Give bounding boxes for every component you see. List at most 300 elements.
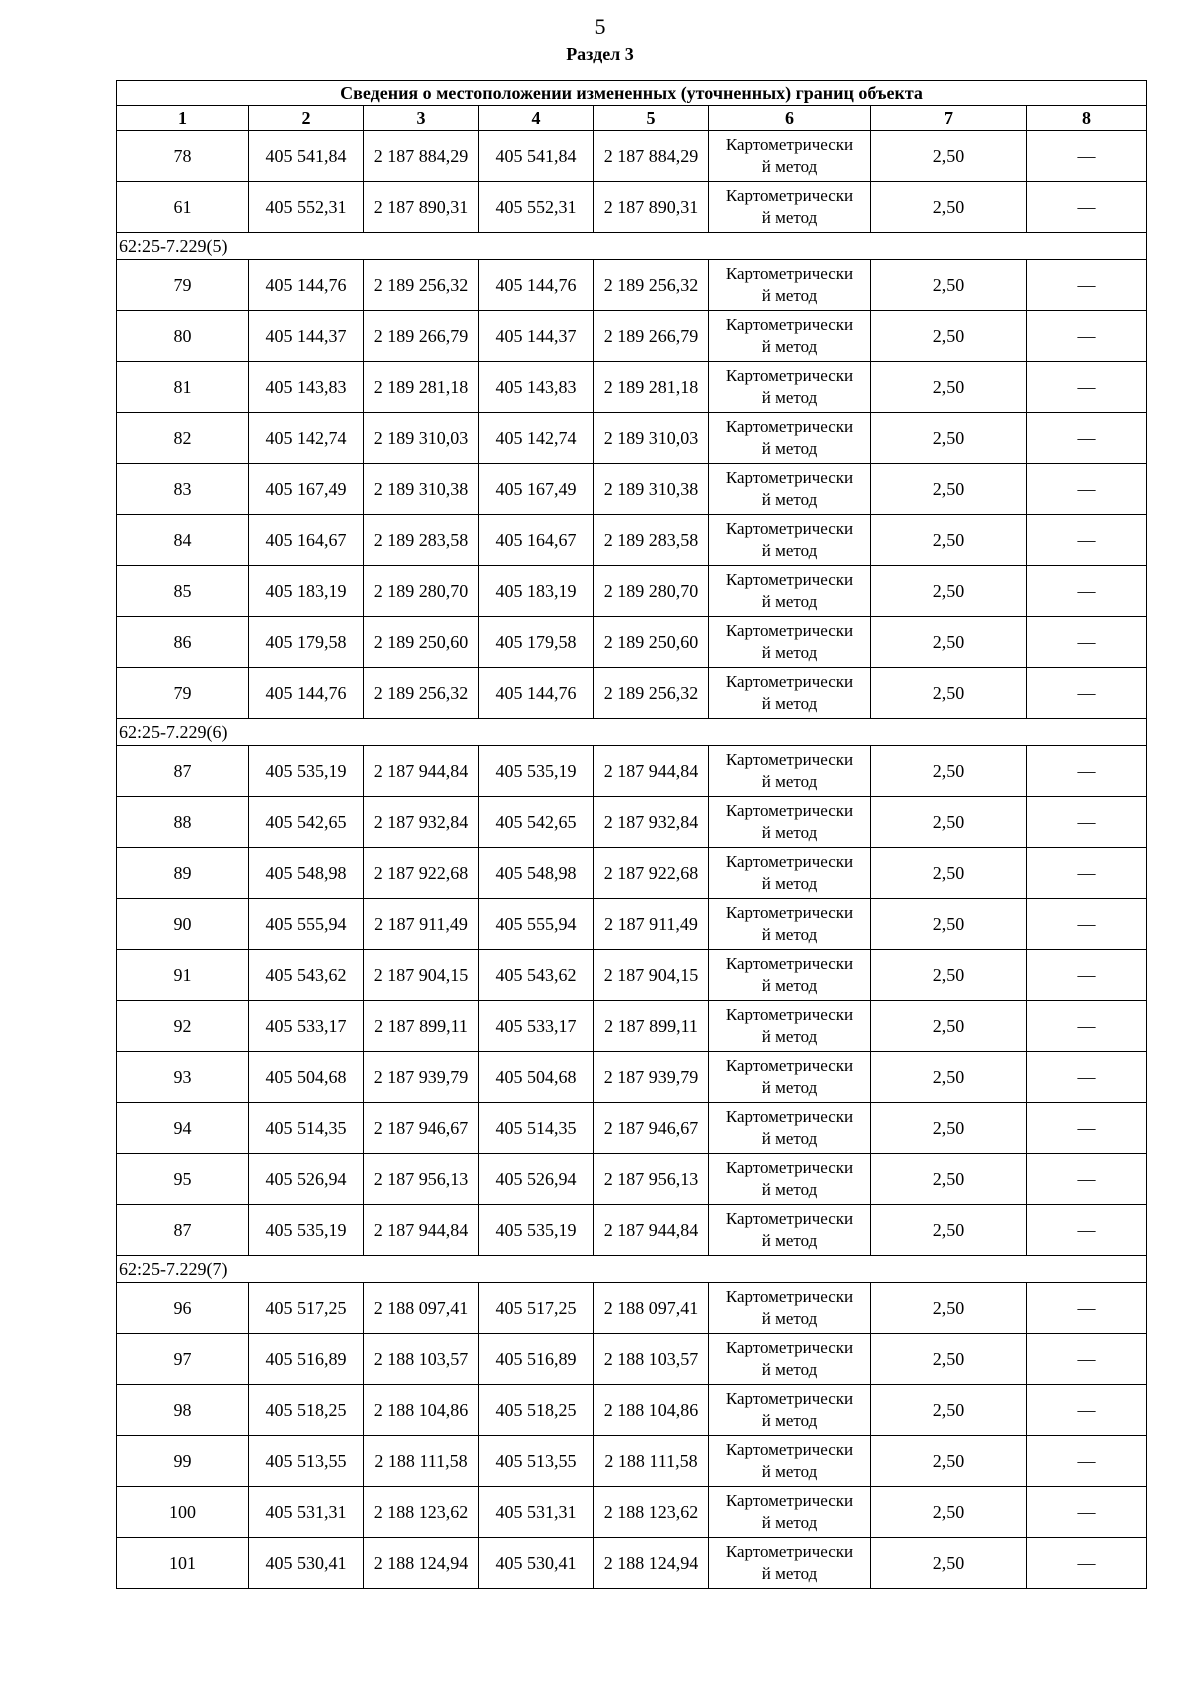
method-cell [709,260,871,311]
x-new-cell: 405 541,84 [479,131,594,182]
x-old-cell: 405 143,83 [249,362,364,413]
point-number-cell: 98 [117,1385,249,1436]
method-cell [709,797,871,848]
accuracy-cell: 2,50 [871,260,1027,311]
x-new-cell: 405 144,37 [479,311,594,362]
note-cell: — [1027,1538,1147,1589]
method-cell [709,1154,871,1205]
method-cell [709,1334,871,1385]
x-old-cell: 405 530,41 [249,1538,364,1589]
y-old-cell: 2 189 266,79 [364,311,479,362]
method-cell [709,950,871,1001]
point-number-cell: 97 [117,1334,249,1385]
point-number-cell: 94 [117,1103,249,1154]
x-new-cell: 405 143,83 [479,362,594,413]
table-row [117,950,1147,1001]
column-numbers-row [117,106,1147,131]
x-old-cell: 405 504,68 [249,1052,364,1103]
x-new-cell: 405 542,65 [479,797,594,848]
y-new-cell: 2 188 103,57 [594,1334,709,1385]
x-new-cell: 405 516,89 [479,1334,594,1385]
y-old-cell: 2 187 939,79 [364,1052,479,1103]
method-text-line: Картометрически [725,621,854,640]
y-new-cell: 2 189 283,58 [594,515,709,566]
y-new-cell: 2 187 922,68 [594,848,709,899]
note-cell: — [1027,1205,1147,1256]
method-cell [709,182,871,233]
y-old-cell: 2 187 911,49 [364,899,479,950]
y-new-cell: 2 188 097,41 [594,1283,709,1334]
method-text-line: й метод [761,1027,818,1046]
table-row [117,362,1147,413]
method-text-line: Картометрически [725,1209,854,1228]
x-new-cell: 405 543,62 [479,950,594,1001]
note-cell: — [1027,950,1147,1001]
table-caption: Сведения о местоположении измененных (уточненных) границ объекта [117,81,1147,106]
y-old-cell: 2 188 124,94 [364,1538,479,1589]
note-cell: — [1027,797,1147,848]
table-row [117,899,1147,950]
note-cell: — [1027,1334,1147,1385]
y-new-cell: 2 187 884,29 [594,131,709,182]
x-old-cell: 405 548,98 [249,848,364,899]
accuracy-cell: 2,50 [871,515,1027,566]
point-number-cell: 80 [117,311,249,362]
y-old-cell: 2 188 111,58 [364,1436,479,1487]
note-cell: — [1027,131,1147,182]
table-row [117,848,1147,899]
method-text-line: й метод [761,1564,818,1583]
point-number-cell: 90 [117,899,249,950]
group-header-row [117,1256,1147,1283]
method-text-line: Картометрически [725,954,854,973]
method-text-line: й метод [761,490,818,509]
y-old-cell: 2 189 256,32 [364,260,479,311]
accuracy-cell: 2,50 [871,182,1027,233]
x-old-cell: 405 541,84 [249,131,364,182]
table-row [117,311,1147,362]
y-old-cell: 2 187 946,67 [364,1103,479,1154]
method-text-line: Картометрически [725,1389,854,1408]
accuracy-cell: 2,50 [871,1283,1027,1334]
x-old-cell: 405 183,19 [249,566,364,617]
x-new-cell: 405 142,74 [479,413,594,464]
table-row [117,1154,1147,1205]
method-text-line: Картометрически [725,750,854,769]
column-number: 3 [364,106,479,131]
table-row [117,1205,1147,1256]
method-text-line: Картометрически [725,417,854,436]
group-label: 62:25-7.229(5) [117,233,1147,260]
y-old-cell: 2 187 932,84 [364,797,479,848]
method-cell [709,131,871,182]
x-new-cell: 405 514,35 [479,1103,594,1154]
method-cell [709,848,871,899]
accuracy-cell: 2,50 [871,848,1027,899]
column-number: 8 [1027,106,1147,131]
x-new-cell: 405 548,98 [479,848,594,899]
method-text-line: Картометрически [725,1338,854,1357]
method-text-line: Картометрически [725,801,854,820]
table-row [117,1538,1147,1589]
accuracy-cell: 2,50 [871,1052,1027,1103]
x-old-cell: 405 535,19 [249,746,364,797]
method-text-line: Картометрически [725,135,854,154]
y-old-cell: 2 187 884,29 [364,131,479,182]
point-number-cell: 91 [117,950,249,1001]
note-cell: — [1027,515,1147,566]
point-number-cell: 81 [117,362,249,413]
method-cell [709,311,871,362]
note-cell: — [1027,1283,1147,1334]
method-text-line: й метод [761,1309,818,1328]
note-cell: — [1027,668,1147,719]
x-old-cell: 405 555,94 [249,899,364,950]
x-new-cell: 405 535,19 [479,1205,594,1256]
point-number-cell: 95 [117,1154,249,1205]
x-old-cell: 405 518,25 [249,1385,364,1436]
accuracy-cell: 2,50 [871,1538,1027,1589]
x-new-cell: 405 144,76 [479,260,594,311]
y-new-cell: 2 188 104,86 [594,1385,709,1436]
method-text-line: й метод [761,541,818,560]
method-cell [709,515,871,566]
y-new-cell: 2 187 944,84 [594,1205,709,1256]
method-text-line: й метод [761,1462,818,1481]
method-text-line: й метод [761,772,818,791]
accuracy-cell: 2,50 [871,1154,1027,1205]
note-cell: — [1027,464,1147,515]
note-cell: — [1027,1001,1147,1052]
method-cell [709,464,871,515]
x-old-cell: 405 542,65 [249,797,364,848]
note-cell: — [1027,566,1147,617]
accuracy-cell: 2,50 [871,464,1027,515]
method-text-line: Картометрически [725,519,854,538]
method-text-line: й метод [761,1078,818,1097]
column-number: 5 [594,106,709,131]
note-cell: — [1027,899,1147,950]
table-caption-row [117,81,1147,106]
point-number-cell: 85 [117,566,249,617]
x-new-cell: 405 183,19 [479,566,594,617]
note-cell: — [1027,1436,1147,1487]
method-text-line: Картометрически [725,1107,854,1126]
accuracy-cell: 2,50 [871,617,1027,668]
note-cell: — [1027,311,1147,362]
method-text-line: Картометрически [725,1491,854,1510]
table-row [117,1487,1147,1538]
x-old-cell: 405 516,89 [249,1334,364,1385]
x-new-cell: 405 164,67 [479,515,594,566]
x-old-cell: 405 514,35 [249,1103,364,1154]
x-new-cell: 405 518,25 [479,1385,594,1436]
y-old-cell: 2 187 956,13 [364,1154,479,1205]
x-new-cell: 405 552,31 [479,182,594,233]
method-cell [709,1385,871,1436]
point-number-cell: 78 [117,131,249,182]
y-new-cell: 2 187 932,84 [594,797,709,848]
x-old-cell: 405 543,62 [249,950,364,1001]
method-text-line: й метод [761,823,818,842]
y-new-cell: 2 187 939,79 [594,1052,709,1103]
accuracy-cell: 2,50 [871,1487,1027,1538]
point-number-cell: 87 [117,1205,249,1256]
note-cell: — [1027,362,1147,413]
method-cell [709,746,871,797]
accuracy-cell: 2,50 [871,797,1027,848]
y-old-cell: 2 187 904,15 [364,950,479,1001]
method-text-line: й метод [761,1513,818,1532]
y-new-cell: 2 187 899,11 [594,1001,709,1052]
point-number-cell: 79 [117,668,249,719]
method-text-line: Картометрически [725,1056,854,1075]
x-old-cell: 405 167,49 [249,464,364,515]
x-old-cell: 405 144,37 [249,311,364,362]
accuracy-cell: 2,50 [871,1436,1027,1487]
method-text-line: Картометрически [725,903,854,922]
point-number-cell: 92 [117,1001,249,1052]
table-row [117,797,1147,848]
table-row [117,1001,1147,1052]
page-number: 5 [594,14,606,39]
method-cell [709,1538,871,1589]
y-new-cell: 2 189 250,60 [594,617,709,668]
method-text-line: й метод [761,286,818,305]
x-new-cell: 405 167,49 [479,464,594,515]
y-old-cell: 2 189 256,32 [364,668,479,719]
point-number-cell: 88 [117,797,249,848]
x-old-cell: 405 517,25 [249,1283,364,1334]
table-row [117,746,1147,797]
y-old-cell: 2 188 104,86 [364,1385,479,1436]
x-old-cell: 405 535,19 [249,1205,364,1256]
accuracy-cell: 2,50 [871,950,1027,1001]
x-new-cell: 405 530,41 [479,1538,594,1589]
x-old-cell: 405 144,76 [249,260,364,311]
table-row [117,464,1147,515]
column-number: 6 [709,106,871,131]
point-number-cell: 96 [117,1283,249,1334]
method-text-line: й метод [761,976,818,995]
table-row [117,668,1147,719]
table-row [117,1385,1147,1436]
note-cell: — [1027,413,1147,464]
y-old-cell: 2 189 310,38 [364,464,479,515]
group-label: 62:25-7.229(7) [117,1256,1147,1283]
x-new-cell: 405 531,31 [479,1487,594,1538]
method-cell [709,1052,871,1103]
y-old-cell: 2 189 310,03 [364,413,479,464]
method-text-line: й метод [761,643,818,662]
method-text-line: Картометрически [725,672,854,691]
table-row [117,617,1147,668]
accuracy-cell: 2,50 [871,1103,1027,1154]
x-new-cell: 405 535,19 [479,746,594,797]
y-new-cell: 2 189 310,38 [594,464,709,515]
column-number: 1 [117,106,249,131]
note-cell: — [1027,617,1147,668]
method-cell [709,899,871,950]
method-text-line: Картометрически [725,1005,854,1024]
y-new-cell: 2 189 266,79 [594,311,709,362]
note-cell: — [1027,182,1147,233]
method-cell [709,1103,871,1154]
accuracy-cell: 2,50 [871,1001,1027,1052]
accuracy-cell: 2,50 [871,1205,1027,1256]
method-text-line: й метод [761,874,818,893]
y-new-cell: 2 188 123,62 [594,1487,709,1538]
method-text-line: Картометрически [725,366,854,385]
accuracy-cell: 2,50 [871,413,1027,464]
y-new-cell: 2 187 956,13 [594,1154,709,1205]
method-text-line: й метод [761,157,818,176]
point-number-cell: 79 [117,260,249,311]
column-number: 7 [871,106,1027,131]
accuracy-cell: 2,50 [871,899,1027,950]
method-text-line: й метод [761,1360,818,1379]
accuracy-cell: 2,50 [871,131,1027,182]
y-old-cell: 2 189 281,18 [364,362,479,413]
accuracy-cell: 2,50 [871,1334,1027,1385]
x-old-cell: 405 531,31 [249,1487,364,1538]
method-text-line: Картометрически [725,852,854,871]
method-text-line: Картометрически [725,1158,854,1177]
method-text-line: Картометрически [725,315,854,334]
y-new-cell: 2 187 911,49 [594,899,709,950]
point-number-cell: 83 [117,464,249,515]
x-new-cell: 405 504,68 [479,1052,594,1103]
note-cell: — [1027,1052,1147,1103]
y-new-cell: 2 189 281,18 [594,362,709,413]
method-cell [709,1205,871,1256]
method-text-line: й метод [761,1231,818,1250]
x-new-cell: 405 179,58 [479,617,594,668]
y-new-cell: 2 187 890,31 [594,182,709,233]
point-number-cell: 87 [117,746,249,797]
point-number-cell: 100 [117,1487,249,1538]
note-cell: — [1027,1487,1147,1538]
table-row [117,515,1147,566]
y-old-cell: 2 188 123,62 [364,1487,479,1538]
y-new-cell: 2 189 280,70 [594,566,709,617]
point-number-cell: 61 [117,182,249,233]
y-new-cell: 2 187 946,67 [594,1103,709,1154]
method-cell [709,362,871,413]
method-cell [709,668,871,719]
column-number: 4 [479,106,594,131]
accuracy-cell: 2,50 [871,746,1027,797]
y-new-cell: 2 189 256,32 [594,260,709,311]
x-old-cell: 405 552,31 [249,182,364,233]
x-new-cell: 405 555,94 [479,899,594,950]
point-number-cell: 101 [117,1538,249,1589]
x-new-cell: 405 513,55 [479,1436,594,1487]
note-cell: — [1027,1103,1147,1154]
y-new-cell: 2 188 111,58 [594,1436,709,1487]
x-old-cell: 405 526,94 [249,1154,364,1205]
y-new-cell: 2 187 904,15 [594,950,709,1001]
note-cell: — [1027,1385,1147,1436]
table-row [117,182,1147,233]
method-text-line: Картометрически [725,1542,854,1561]
y-old-cell: 2 187 890,31 [364,182,479,233]
method-text-line: й метод [761,388,818,407]
method-text-line: й метод [761,208,818,227]
accuracy-cell: 2,50 [871,566,1027,617]
method-text-line: Картометрически [725,468,854,487]
column-number: 2 [249,106,364,131]
method-text-line: й метод [761,1411,818,1430]
section-title: Раздел 3 [566,44,634,64]
note-cell: — [1027,1154,1147,1205]
y-old-cell: 2 189 283,58 [364,515,479,566]
method-text-line: й метод [761,925,818,944]
y-new-cell: 2 189 256,32 [594,668,709,719]
point-number-cell: 99 [117,1436,249,1487]
note-cell: — [1027,848,1147,899]
y-new-cell: 2 187 944,84 [594,746,709,797]
method-text-line: Картометрически [725,186,854,205]
point-number-cell: 93 [117,1052,249,1103]
point-number-cell: 84 [117,515,249,566]
x-new-cell: 405 526,94 [479,1154,594,1205]
method-text-line: й метод [761,1129,818,1148]
method-text-line: Картометрически [725,570,854,589]
y-old-cell: 2 187 922,68 [364,848,479,899]
method-cell [709,1487,871,1538]
x-old-cell: 405 179,58 [249,617,364,668]
method-cell [709,1001,871,1052]
x-new-cell: 405 144,76 [479,668,594,719]
accuracy-cell: 2,50 [871,1385,1027,1436]
x-old-cell: 405 513,55 [249,1436,364,1487]
method-text-line: й метод [761,1180,818,1199]
method-text-line: й метод [761,337,818,356]
method-text-line: й метод [761,592,818,611]
y-old-cell: 2 187 899,11 [364,1001,479,1052]
group-label: 62:25-7.229(6) [117,719,1147,746]
table-row [117,1283,1147,1334]
method-cell [709,413,871,464]
table-row [117,1103,1147,1154]
coordinates-table [116,80,1147,1589]
method-text-line: й метод [761,439,818,458]
y-old-cell: 2 187 944,84 [364,1205,479,1256]
group-header-row [117,719,1147,746]
y-old-cell: 2 188 097,41 [364,1283,479,1334]
table-row [117,1334,1147,1385]
x-old-cell: 405 142,74 [249,413,364,464]
method-text-line: Картометрически [725,264,854,283]
y-old-cell: 2 189 250,60 [364,617,479,668]
y-new-cell: 2 188 124,94 [594,1538,709,1589]
table-row [117,1436,1147,1487]
group-header-row [117,233,1147,260]
x-new-cell: 405 533,17 [479,1001,594,1052]
y-new-cell: 2 189 310,03 [594,413,709,464]
method-text-line: й метод [761,694,818,713]
table-row [117,1052,1147,1103]
method-cell [709,1283,871,1334]
y-old-cell: 2 187 944,84 [364,746,479,797]
y-old-cell: 2 188 103,57 [364,1334,479,1385]
method-text-line: Картометрически [725,1287,854,1306]
note-cell: — [1027,260,1147,311]
point-number-cell: 86 [117,617,249,668]
x-old-cell: 405 164,67 [249,515,364,566]
table-row [117,566,1147,617]
